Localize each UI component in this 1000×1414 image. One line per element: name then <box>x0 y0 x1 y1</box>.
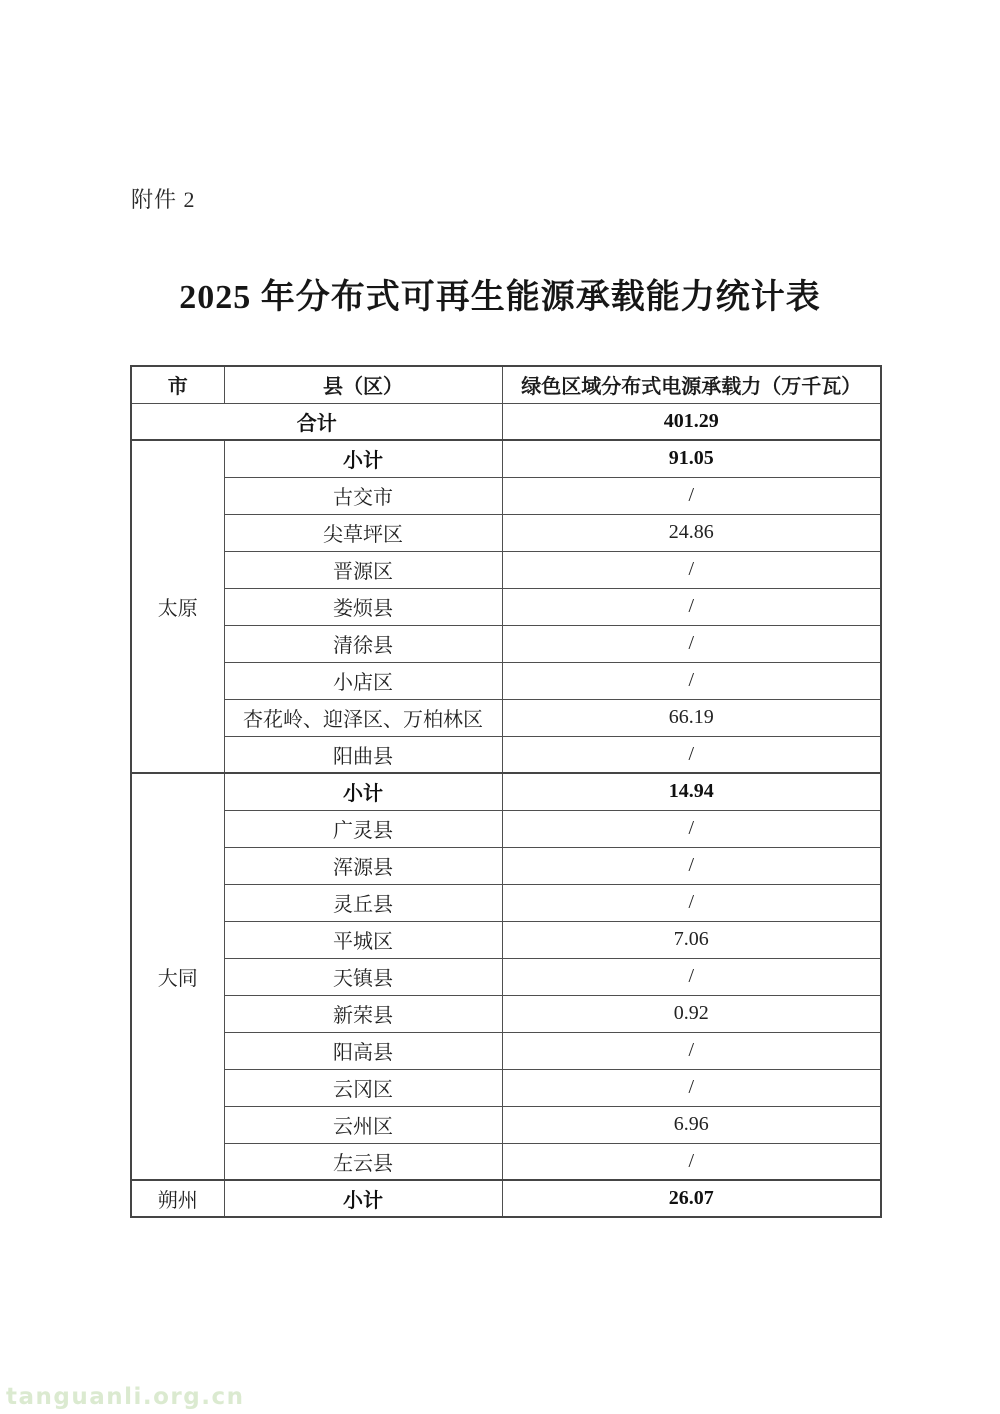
value-cell: / <box>502 1143 881 1180</box>
table-row <box>131 921 881 958</box>
total-row <box>131 403 881 440</box>
value-cell: / <box>502 477 881 514</box>
city-cell: 朔州 <box>131 1180 224 1217</box>
county-cell: 尖草坪区 <box>224 514 502 551</box>
table-row <box>131 884 881 921</box>
value-cell: / <box>502 662 881 699</box>
value-cell: / <box>502 884 881 921</box>
table-row <box>131 773 881 810</box>
county-cell: 小计 <box>224 1180 502 1217</box>
value-cell: 14.94 <box>502 773 881 810</box>
attachment-label: 附件 2 <box>131 187 196 212</box>
table-header-row <box>131 366 881 403</box>
value-cell: / <box>502 847 881 884</box>
table-row <box>131 625 881 662</box>
value-cell: 66.19 <box>502 699 881 736</box>
county-cell: 浑源县 <box>224 847 502 884</box>
table-row <box>131 514 881 551</box>
county-cell: 娄烦县 <box>224 588 502 625</box>
county-cell: 小计 <box>224 440 502 477</box>
value-cell: / <box>502 551 881 588</box>
value-cell: / <box>502 810 881 847</box>
county-cell: 清徐县 <box>224 625 502 662</box>
table-row <box>131 1143 881 1180</box>
value-cell: 24.86 <box>502 514 881 551</box>
table-row <box>131 736 881 773</box>
value-cell: 6.96 <box>502 1106 881 1143</box>
value-cell: / <box>502 1069 881 1106</box>
table-row <box>131 1180 881 1217</box>
table-row <box>131 440 881 477</box>
table-row <box>131 1069 881 1106</box>
county-cell: 新荣县 <box>224 995 502 1032</box>
table-row <box>131 995 881 1032</box>
value-cell: / <box>502 588 881 625</box>
county-cell: 云州区 <box>224 1106 502 1143</box>
value-cell: 91.05 <box>502 440 881 477</box>
total-value-cell: 401.29 <box>502 403 881 440</box>
value-cell: / <box>502 736 881 773</box>
column-header-capacity: 绿色区域分布式电源承载力（万千瓦） <box>502 366 881 403</box>
table-row <box>131 958 881 995</box>
county-cell: 古交市 <box>224 477 502 514</box>
county-cell: 阳高县 <box>224 1032 502 1069</box>
value-cell: / <box>502 958 881 995</box>
value-cell: / <box>502 625 881 662</box>
county-cell: 晋源区 <box>224 551 502 588</box>
county-cell: 小计 <box>224 773 502 810</box>
total-label-cell: 合计 <box>131 403 502 440</box>
column-header-county: 县（区） <box>224 366 502 403</box>
value-cell: 26.07 <box>502 1180 881 1217</box>
table-row <box>131 477 881 514</box>
capacity-table <box>130 365 882 1218</box>
table-row <box>131 847 881 884</box>
table-row <box>131 662 881 699</box>
county-cell: 灵丘县 <box>224 884 502 921</box>
county-cell: 杏花岭、迎泽区、万柏林区 <box>224 699 502 736</box>
capacity-table-body <box>131 403 881 1217</box>
table-row <box>131 810 881 847</box>
county-cell: 阳曲县 <box>224 736 502 773</box>
county-cell: 天镇县 <box>224 958 502 995</box>
value-cell: / <box>502 1032 881 1069</box>
page-title: 2025 年分布式可再生能源承载能力统计表 <box>179 279 821 316</box>
county-cell: 平城区 <box>224 921 502 958</box>
value-cell: 0.92 <box>502 995 881 1032</box>
column-header-city: 市 <box>131 366 224 403</box>
city-cell: 太原 <box>131 440 224 773</box>
county-cell: 小店区 <box>224 662 502 699</box>
value-cell: 7.06 <box>502 921 881 958</box>
watermark-text: tanguanli.org.cn <box>6 1384 245 1410</box>
county-cell: 广灵县 <box>224 810 502 847</box>
table-row <box>131 588 881 625</box>
city-cell: 大同 <box>131 773 224 1180</box>
table-row <box>131 551 881 588</box>
table-row <box>131 699 881 736</box>
table-row <box>131 1032 881 1069</box>
county-cell: 左云县 <box>224 1143 502 1180</box>
table-row <box>131 1106 881 1143</box>
county-cell: 云冈区 <box>224 1069 502 1106</box>
